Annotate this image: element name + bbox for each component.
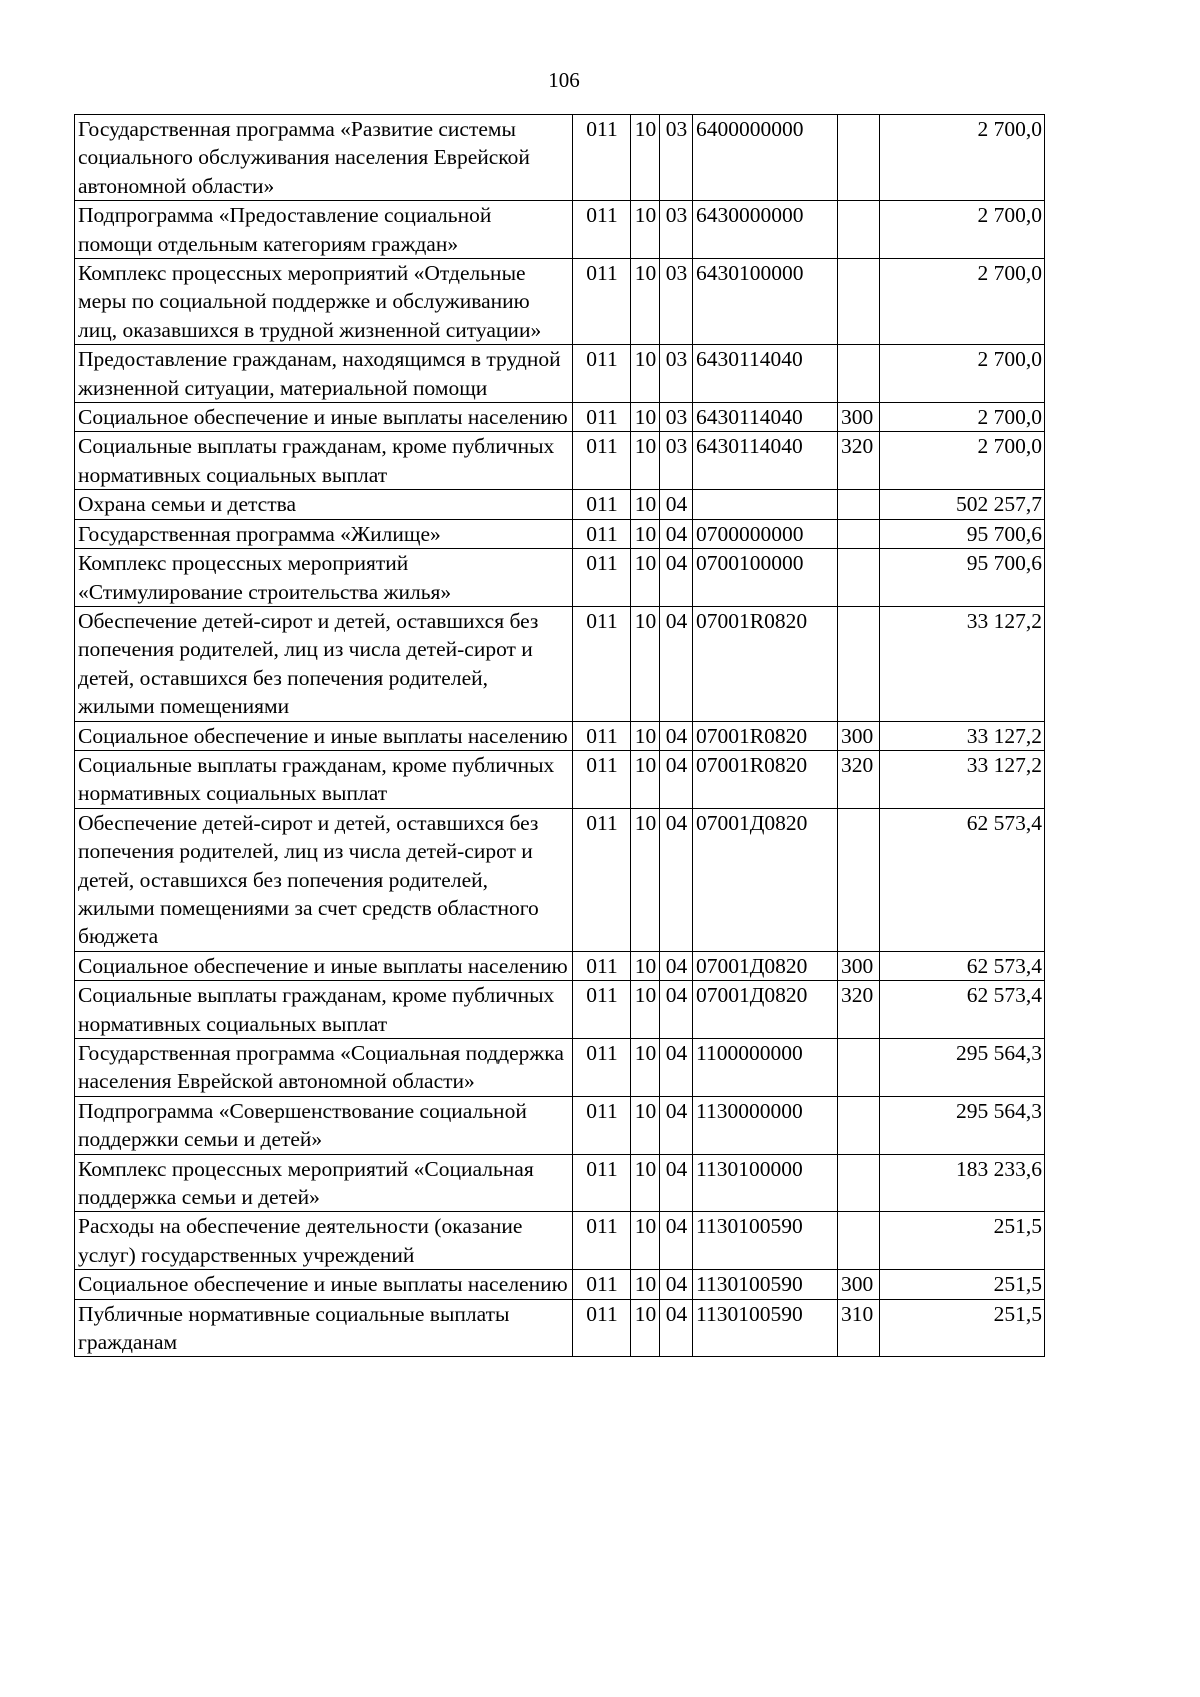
row-amount-cell: 183 233,6 (880, 1154, 1045, 1212)
row-expense-type-cell (838, 259, 880, 345)
table-row (75, 432, 1045, 490)
row-amount-cell: 2 700,0 (880, 432, 1045, 490)
row-section-cell: 10 (631, 201, 660, 259)
row-name-cell: Обеспечение детей-сирот и детей, оставшихся без попечения родителей, лиц из числа детей-сирот и детей, оставшихся без попечения родителей, жилыми помещениями (75, 606, 573, 721)
row-section-cell: 10 (631, 432, 660, 490)
row-grbs-cell: 011 (573, 490, 631, 519)
row-amount-cell: 2 700,0 (880, 201, 1045, 259)
table-row (75, 981, 1045, 1039)
row-expense-type-cell: 300 (838, 403, 880, 432)
row-section-cell: 10 (631, 750, 660, 808)
row-section-cell: 10 (631, 345, 660, 403)
row-expense-type-cell: 320 (838, 750, 880, 808)
row-grbs-cell: 011 (573, 981, 631, 1039)
row-subsection-cell: 03 (660, 345, 693, 403)
row-name-cell: Социальное обеспечение и иные выплаты населению (75, 721, 573, 750)
row-grbs-cell: 011 (573, 201, 631, 259)
row-expense-type-cell: 320 (838, 432, 880, 490)
row-amount-cell: 295 564,3 (880, 1039, 1045, 1097)
row-amount-cell: 62 573,4 (880, 808, 1045, 951)
row-grbs-cell: 011 (573, 1096, 631, 1154)
row-expense-type-cell (838, 1096, 880, 1154)
page-number: 106 (548, 68, 580, 92)
row-name-cell: Государственная программа «Социальная поддержка населения Еврейской автономной области» (75, 1039, 573, 1097)
row-subsection-cell: 03 (660, 403, 693, 432)
row-amount-cell: 2 700,0 (880, 403, 1045, 432)
row-amount-cell: 33 127,2 (880, 606, 1045, 721)
row-target-article-cell: 1130100590 (693, 1270, 838, 1299)
row-subsection-cell: 04 (660, 549, 693, 607)
row-subsection-cell: 03 (660, 201, 693, 259)
row-name-cell: Охрана семьи и детства (75, 490, 573, 519)
table-row (75, 1039, 1045, 1097)
row-amount-cell: 62 573,4 (880, 981, 1045, 1039)
row-amount-cell: 2 700,0 (880, 259, 1045, 345)
row-section-cell: 10 (631, 606, 660, 721)
row-target-article-cell: 0700000000 (693, 519, 838, 548)
row-grbs-cell: 011 (573, 432, 631, 490)
table-row (75, 201, 1045, 259)
row-subsection-cell: 04 (660, 1039, 693, 1097)
row-amount-cell: 95 700,6 (880, 519, 1045, 548)
row-amount-cell: 2 700,0 (880, 115, 1045, 201)
row-amount-cell: 251,5 (880, 1212, 1045, 1270)
row-target-article-cell: 6400000000 (693, 115, 838, 201)
row-subsection-cell: 03 (660, 259, 693, 345)
table-row (75, 490, 1045, 519)
row-subsection-cell: 04 (660, 981, 693, 1039)
row-name-cell: Подпрограмма «Предоставление социальной помощи отдельным категориям граждан» (75, 201, 573, 259)
row-grbs-cell: 011 (573, 115, 631, 201)
row-grbs-cell: 011 (573, 519, 631, 548)
row-section-cell: 10 (631, 1154, 660, 1212)
row-subsection-cell: 04 (660, 1096, 693, 1154)
row-expense-type-cell (838, 201, 880, 259)
row-expense-type-cell: 310 (838, 1299, 880, 1357)
row-section-cell: 10 (631, 1270, 660, 1299)
row-subsection-cell: 04 (660, 808, 693, 951)
row-subsection-cell: 04 (660, 490, 693, 519)
row-expense-type-cell: 320 (838, 981, 880, 1039)
table-row (75, 1154, 1045, 1212)
row-grbs-cell: 011 (573, 1270, 631, 1299)
budget-table-body (75, 115, 1045, 1357)
row-subsection-cell: 04 (660, 1212, 693, 1270)
row-target-article-cell: 6430000000 (693, 201, 838, 259)
row-grbs-cell: 011 (573, 750, 631, 808)
row-grbs-cell: 011 (573, 345, 631, 403)
row-name-cell: Социальные выплаты гражданам, кроме публичных нормативных социальных выплат (75, 750, 573, 808)
row-subsection-cell: 04 (660, 1270, 693, 1299)
row-grbs-cell: 011 (573, 1154, 631, 1212)
row-name-cell: Обеспечение детей-сирот и детей, оставшихся без попечения родителей, лиц из числа детей-сирот и детей, оставшихся без попечения родителей, жилыми помещениями за счет средств областного бюджета (75, 808, 573, 951)
row-name-cell: Социальное обеспечение и иные выплаты населению (75, 951, 573, 980)
row-expense-type-cell (838, 519, 880, 548)
row-expense-type-cell (838, 606, 880, 721)
row-section-cell: 10 (631, 259, 660, 345)
row-grbs-cell: 011 (573, 606, 631, 721)
row-target-article-cell: 07001Д0820 (693, 808, 838, 951)
row-subsection-cell: 04 (660, 1154, 693, 1212)
row-grbs-cell: 011 (573, 1299, 631, 1357)
row-target-article-cell: 6430114040 (693, 432, 838, 490)
table-row (75, 259, 1045, 345)
row-subsection-cell: 04 (660, 951, 693, 980)
row-name-cell: Расходы на обеспечение деятельности (оказание услуг) государственных учреждений (75, 1212, 573, 1270)
table-row (75, 721, 1045, 750)
row-grbs-cell: 011 (573, 403, 631, 432)
row-name-cell: Комплекс процессных мероприятий «Отдельные меры по социальной поддержке и обслуживанию лиц, оказавшихся в трудной жизненной ситуации» (75, 259, 573, 345)
row-name-cell: Социальные выплаты гражданам, кроме публичных нормативных социальных выплат (75, 432, 573, 490)
budget-table (74, 114, 1045, 1357)
row-section-cell: 10 (631, 403, 660, 432)
row-expense-type-cell: 300 (838, 1270, 880, 1299)
row-grbs-cell: 011 (573, 951, 631, 980)
row-target-article-cell: 1130100590 (693, 1299, 838, 1357)
row-amount-cell: 95 700,6 (880, 549, 1045, 607)
row-amount-cell: 502 257,7 (880, 490, 1045, 519)
row-amount-cell: 33 127,2 (880, 750, 1045, 808)
row-grbs-cell: 011 (573, 721, 631, 750)
row-grbs-cell: 011 (573, 259, 631, 345)
row-grbs-cell: 011 (573, 1039, 631, 1097)
row-amount-cell: 2 700,0 (880, 345, 1045, 403)
row-target-article-cell: 6430100000 (693, 259, 838, 345)
table-row (75, 519, 1045, 548)
row-grbs-cell: 011 (573, 1212, 631, 1270)
row-expense-type-cell (838, 1039, 880, 1097)
row-expense-type-cell (838, 1154, 880, 1212)
row-subsection-cell: 04 (660, 750, 693, 808)
row-target-article-cell: 6430114040 (693, 345, 838, 403)
table-row (75, 750, 1045, 808)
row-expense-type-cell (838, 808, 880, 951)
table-row (75, 1270, 1045, 1299)
table-row (75, 345, 1045, 403)
row-section-cell: 10 (631, 1096, 660, 1154)
row-subsection-cell: 03 (660, 115, 693, 201)
table-row (75, 115, 1045, 201)
table-row (75, 951, 1045, 980)
row-section-cell: 10 (631, 951, 660, 980)
table-row (75, 1299, 1045, 1357)
row-name-cell: Социальное обеспечение и иные выплаты населению (75, 403, 573, 432)
row-section-cell: 10 (631, 981, 660, 1039)
row-grbs-cell: 011 (573, 549, 631, 607)
row-subsection-cell: 04 (660, 519, 693, 548)
row-target-article-cell: 1130100590 (693, 1212, 838, 1270)
row-target-article-cell: 07001R0820 (693, 721, 838, 750)
row-name-cell: Комплекс процессных мероприятий «Социальная поддержка семьи и детей» (75, 1154, 573, 1212)
row-section-cell: 10 (631, 1212, 660, 1270)
row-section-cell: 10 (631, 1039, 660, 1097)
row-target-article-cell: 1130100000 (693, 1154, 838, 1212)
row-subsection-cell: 04 (660, 1299, 693, 1357)
row-section-cell: 10 (631, 115, 660, 201)
row-subsection-cell: 03 (660, 432, 693, 490)
row-name-cell: Комплекс процессных мероприятий «Стимулирование строительства жилья» (75, 549, 573, 607)
row-target-article-cell (693, 490, 838, 519)
row-grbs-cell: 011 (573, 808, 631, 951)
row-amount-cell: 251,5 (880, 1299, 1045, 1357)
row-target-article-cell: 07001Д0820 (693, 981, 838, 1039)
table-row (75, 808, 1045, 951)
row-name-cell: Социальное обеспечение и иные выплаты населению (75, 1270, 573, 1299)
row-name-cell: Предоставление гражданам, находящимся в трудной жизненной ситуации, материальной помощи (75, 345, 573, 403)
row-target-article-cell: 0700100000 (693, 549, 838, 607)
row-name-cell: Подпрограмма «Совершенствование социальной поддержки семьи и детей» (75, 1096, 573, 1154)
row-expense-type-cell (838, 345, 880, 403)
row-target-article-cell: 07001R0820 (693, 606, 838, 721)
row-name-cell: Социальные выплаты гражданам, кроме публичных нормативных социальных выплат (75, 981, 573, 1039)
table-row (75, 403, 1045, 432)
row-target-article-cell: 07001R0820 (693, 750, 838, 808)
row-expense-type-cell (838, 490, 880, 519)
row-expense-type-cell (838, 1212, 880, 1270)
table-row (75, 606, 1045, 721)
row-section-cell: 10 (631, 808, 660, 951)
table-row (75, 1096, 1045, 1154)
row-subsection-cell: 04 (660, 606, 693, 721)
row-target-article-cell: 1100000000 (693, 1039, 838, 1097)
row-section-cell: 10 (631, 1299, 660, 1357)
row-amount-cell: 62 573,4 (880, 951, 1045, 980)
table-row (75, 549, 1045, 607)
row-expense-type-cell (838, 115, 880, 201)
row-section-cell: 10 (631, 519, 660, 548)
row-section-cell: 10 (631, 490, 660, 519)
row-amount-cell: 251,5 (880, 1270, 1045, 1299)
row-expense-type-cell: 300 (838, 721, 880, 750)
row-name-cell: Государственная программа «Жилище» (75, 519, 573, 548)
row-subsection-cell: 04 (660, 721, 693, 750)
row-target-article-cell: 07001Д0820 (693, 951, 838, 980)
row-section-cell: 10 (631, 549, 660, 607)
row-name-cell: Публичные нормативные социальные выплаты гражданам (75, 1299, 573, 1357)
row-name-cell: Государственная программа «Развитие системы социального обслуживания населения Еврейской автономной области» (75, 115, 573, 201)
table-row (75, 1212, 1045, 1270)
row-amount-cell: 33 127,2 (880, 721, 1045, 750)
row-expense-type-cell: 300 (838, 951, 880, 980)
row-target-article-cell: 6430114040 (693, 403, 838, 432)
row-expense-type-cell (838, 549, 880, 607)
row-amount-cell: 295 564,3 (880, 1096, 1045, 1154)
row-target-article-cell: 1130000000 (693, 1096, 838, 1154)
row-section-cell: 10 (631, 721, 660, 750)
